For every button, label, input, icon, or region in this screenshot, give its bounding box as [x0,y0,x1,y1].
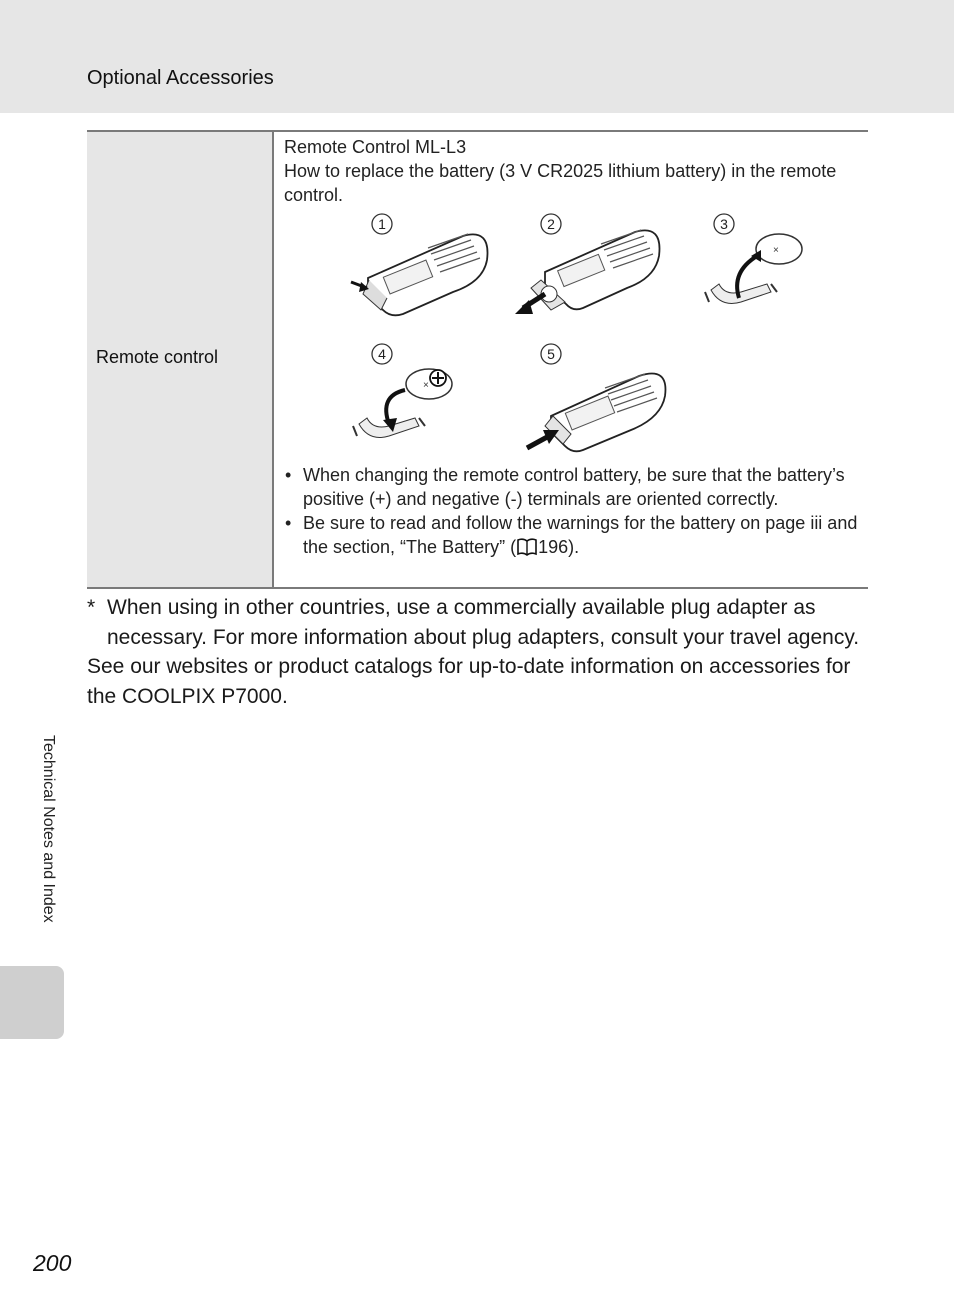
battery-replacement-illustration [283,210,873,460]
step-4-figure [353,344,452,438]
footnote-text: When using in other countries, use a commercially available plug adapter as necessary. For more information about plug adapters, consult your travel agency. [107,596,860,649]
battery-note-warnings-text: Be sure to read and follow the warnings for the battery on page iii and the section, “The Battery” ( [303,513,858,557]
row-content-cell [283,132,868,587]
plug-adapter-footnote [87,593,887,652]
battery-notes-list [283,464,867,560]
section-side-tab[interactable] [0,966,64,1039]
step-4-number: 4 [378,346,386,362]
battery-note-warnings-close: ). [568,536,580,557]
accessory-info-paragraph: See our websites or product catalogs for up-to-date information on accessories for the COOLPIX P7000. [87,655,851,708]
svg-text:×: × [773,245,779,256]
footnote-marker: * [87,596,96,619]
step-5-number: 5 [547,346,555,362]
header-band [0,0,954,113]
step-1-figure [351,214,488,315]
step-3-number: 3 [720,216,728,232]
accessory-table [87,130,868,589]
section-side-label: Technical Notes and Index [40,735,57,923]
model-name: Remote Control ML-L3 [284,137,467,157]
page-reference-link[interactable]: 196 [538,536,569,557]
step-1-number: 1 [378,216,386,232]
battery-note-warnings [283,512,867,559]
step-2-number: 2 [547,216,555,232]
row-label: Remote control [96,347,219,367]
battery-replacement-description: How to replace the battery (3 V CR2025 lithium battery) in the remote control. [284,161,837,205]
svg-text:×: × [423,380,429,391]
page-number: 200 [33,1250,72,1276]
step-3-figure [705,214,802,304]
book-reference-icon [517,538,537,556]
step-2-figure [515,214,660,314]
battery-note-orientation: • When changing the remote control battery, be sure that the battery’s positive (+) and negative (-) terminals are oriented correctly. [283,464,867,511]
page-header-title: Optional Accessories [87,67,274,89]
step-5-figure [527,344,665,451]
row-label-cell [87,132,274,587]
